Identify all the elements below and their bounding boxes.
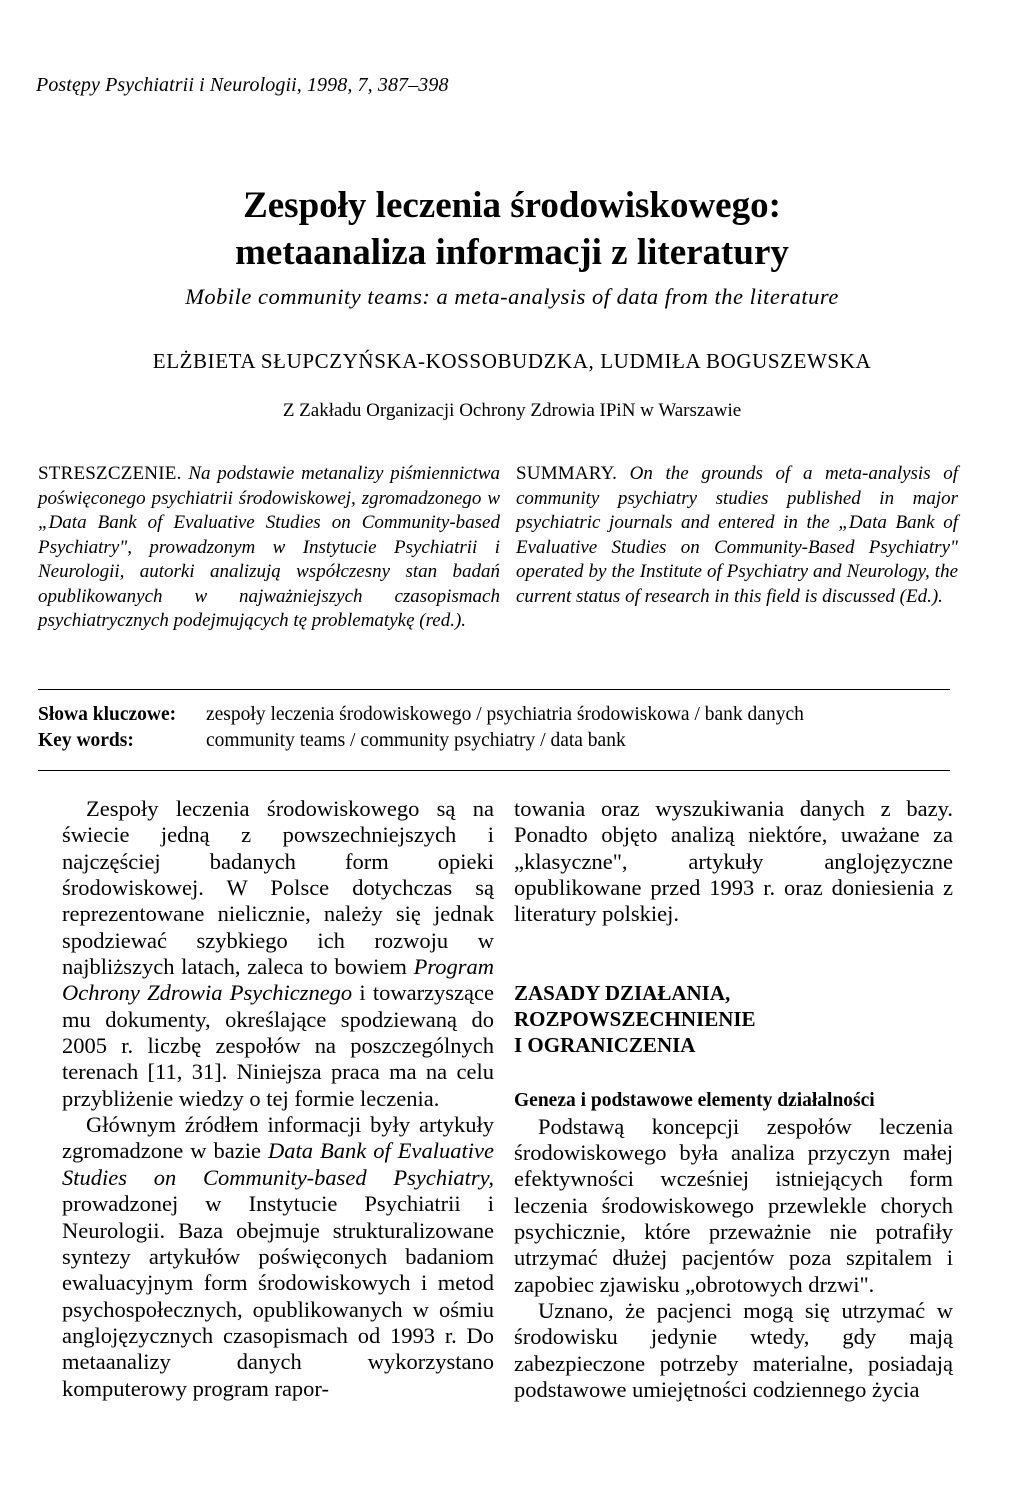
body-italic-text: Data Bank of Evaluative Studies on Community-based Psychiatry, <box>62 1138 494 1190</box>
title-line-2: metaanaliza informacji z literatury <box>235 232 789 273</box>
article-title <box>0 182 1024 276</box>
keywords-top-rule <box>38 689 950 690</box>
section-heading-line: ROZPOWSZECHNIENIE <box>514 1006 756 1031</box>
section-heading-line: ZASADY DZIAŁANIA, <box>514 980 731 1005</box>
body-text: Głównym źródłem informacji były artykuły zgromadzone w bazie <box>62 1112 494 1164</box>
abstract-english-heading: SUMMARY. <box>516 463 618 484</box>
abstract-polish-text: Na podstawie metanalizy piśmiennictwa poświęconego psychiatrii środowiskowej, zgromadzonego w „Data Bank of Evaluative Studies on Community-based Psychiatry", prowadzonym w Instytucie Psychiatrii i Neurologii, autorki analizują współczesny stan badań opublikowanych w najważniejszych czasopismach psychiatrycznych podejmujących tę problematykę (red.). <box>38 463 500 631</box>
abstract-english <box>516 462 958 609</box>
section-heading <box>514 980 953 1058</box>
body-italic-text: Program Ochrony Zdrowia Psychicznego <box>62 954 494 1006</box>
article-authors: ELŻBIETA SŁUPCZYŃSKA-KOSSOBUDZKA, LUDMIŁA BOGUSZEWSKA <box>152 349 872 373</box>
keywords-bottom-rule <box>38 770 950 771</box>
title-line-1: Zespoły leczenia środowiskowego: <box>243 185 781 226</box>
body-text: prowadzonej w Instytucie Psychiatrii i Neurologii. Baza obejmuje strukturalizowane syntezy artykułów poświęconych badaniom ewaluacyjnym form środowiskowych i metod psychospołecznych, opublikowanych w ośmiu anglojęzycznych czasopismach od 1993 r. Do metaanalizy danych wykorzystano komputerowy program rapor- <box>62 1191 494 1401</box>
body-paragraph: towania oraz wyszukiwania danych z bazy. Ponadto objęto analizą niektóre, uważane za „klasyczne", artykuły anglojęzyczne opublikowane przed 1993 r. oraz doniesienia z literatury polskiej. <box>514 796 953 927</box>
body-text: Zespoły leczenia środowiskowego są na świecie jedną z powszechniejszych i najczęściej badanych form opieki środowiskowej. W Polsce dotychczas są reprezentowane nielicznie, należy się jednak spodziewać szybkiego ich rozwoju w najbliższych latach, zaleca to bowiem <box>62 796 494 980</box>
body-column-left <box>62 796 494 1402</box>
body-paragraph: Uznano, że pacjenci mogą się utrzymać w środowisku jedynie wtedy, gdy mają zabezpieczone potrzeby materialne, posiadają podstawowe umiejętności codziennego życia <box>514 1298 953 1403</box>
keywords-polish-value: zespoły leczenia środowiskowego / psychiatria środowiskowa / bank danych <box>206 704 804 725</box>
abstract-polish-heading: STRESZCZENIE. <box>38 463 182 484</box>
keywords-english-label: Key words: <box>38 730 134 751</box>
journal-citation: Postępy Psychiatrii i Neurologii, 1998, 7, 387–398 <box>36 74 449 96</box>
keywords-polish-row <box>38 704 804 726</box>
abstract-polish <box>38 462 500 634</box>
sub-heading: Geneza i podstawowe elementy działalności <box>514 1089 875 1111</box>
abstract-english-text: On the grounds of a meta-analysis of community psychiatry studies published in major psychiatric journals and entered in the „Data Bank of Evaluative Studies on Community-Based Psychiatry" operated by the Institute of Psychiatry and Neurology, the current status of research in this field is discussed (Ed.). <box>516 463 958 607</box>
body-column-right <box>514 796 953 1404</box>
body-text: i towarzyszące mu dokumenty, określające spodziewaną do 2005 r. liczbę zespołów na poszczególnych terenach [11, 31]. Niniejsza praca ma na celu przybliżenie wiedzy o tej formie leczenia. <box>62 980 494 1111</box>
article-subtitle: Mobile community teams: a meta-analysis of data from the literature <box>185 284 839 309</box>
keywords-english-row <box>38 730 626 752</box>
body-paragraph: Podstawą koncepcji zespołów leczenia środowiskowego była analiza przyczyn małej efektywności wcześniej istniejących form leczenia środowiskowego przewlekle chorych psychicznie, które przeważnie nie potrafiły utrzymać dłużej pacjentów poza szpitalem i zapobiec zjawisku „obrotowych drzwi". <box>514 1113 953 1297</box>
section-heading-line: I OGRANICZENIA <box>514 1032 696 1057</box>
body-paragraph <box>62 796 494 1112</box>
body-paragraph <box>62 1112 494 1402</box>
keywords-polish-label: Słowa kluczowe: <box>38 704 177 725</box>
article-affiliation: Z Zakładu Organizacji Ochrony Zdrowia IPiN w Warszawie <box>282 400 742 421</box>
keywords-english-value: community teams / community psychiatry / data bank <box>206 730 626 751</box>
